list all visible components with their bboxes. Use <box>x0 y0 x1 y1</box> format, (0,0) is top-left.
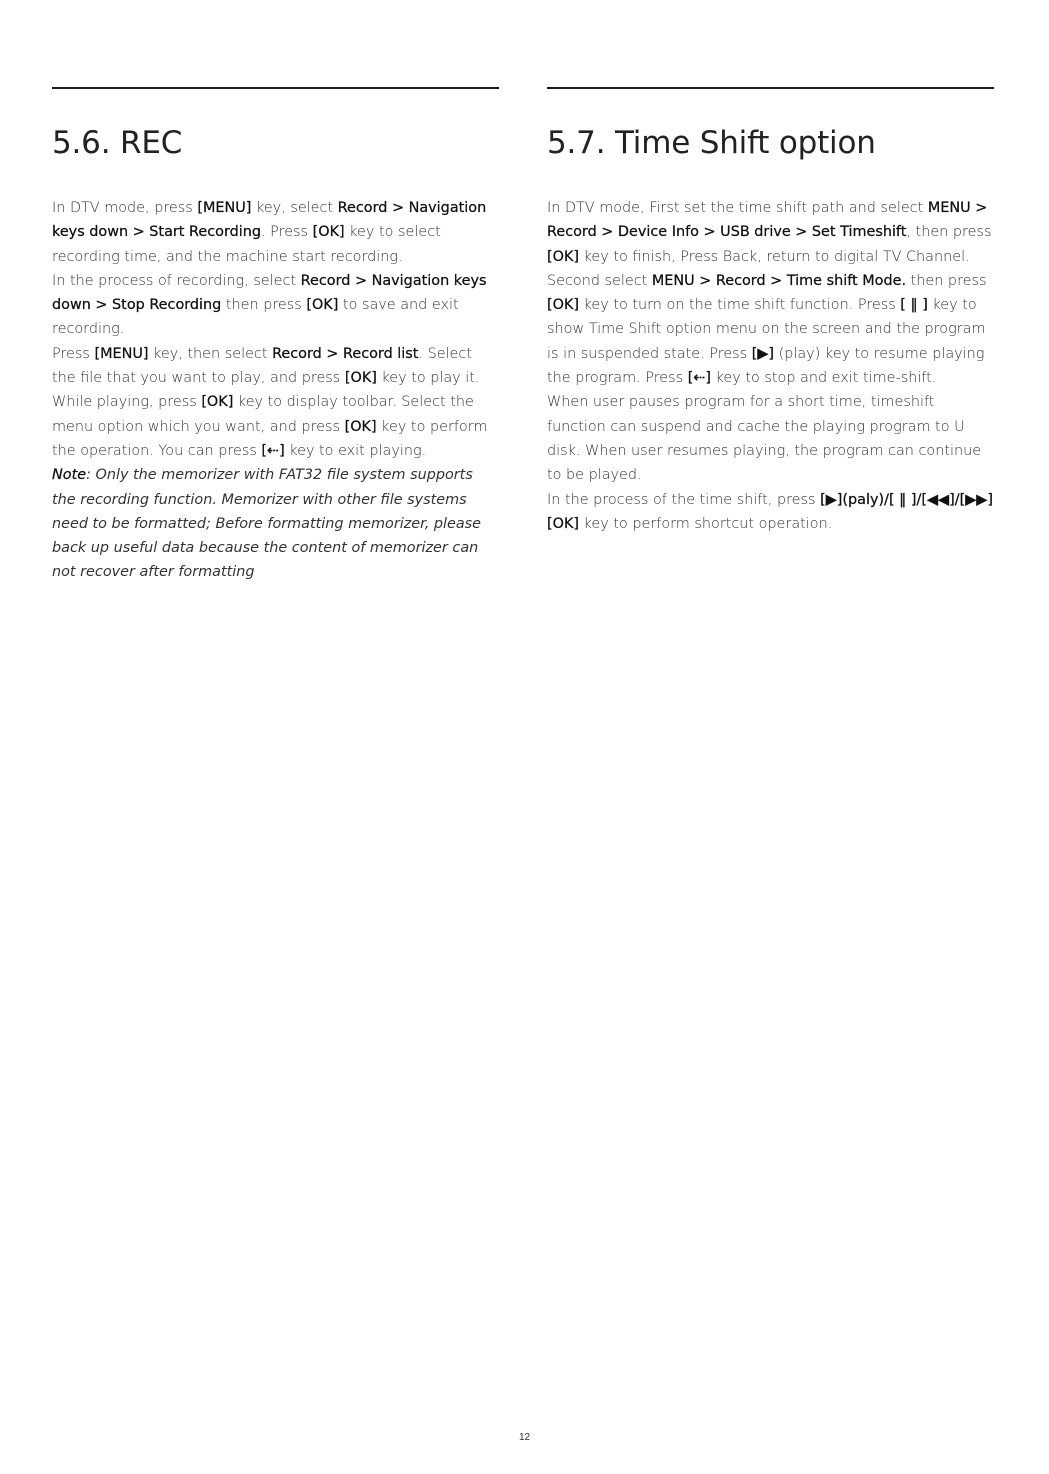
note-label: Note <box>52 467 87 484</box>
section-divider <box>547 87 994 89</box>
rec-paragraph-1: In DTV mode, press [MENU] key, select Record > Navigation keys down > Start Recording. Press [OK] key to select recording time, and the machine start recording. <box>52 200 487 265</box>
shortcut-keys-label: [▶](paly)/[ ‖ ]/[◀◀]/[▶▶] [OK] <box>547 491 993 532</box>
section-rec <box>52 87 499 585</box>
play-key-label: [▶] <box>751 345 775 362</box>
section-divider <box>52 87 499 89</box>
rec-paragraph-2: In the process of recording, select Record > Navigation keys down > Stop Recording then press [OK] to save and exit recording. <box>52 272 487 338</box>
back-key-label: [⇠] <box>687 370 712 387</box>
rec-note: Note: Only the memorizer with FAT32 file system supports the recording function. Memorizer with other file systems need to be formatted; Before formatting memorizer, please back up useful data because the content of memorizer can not recover after formatting <box>52 467 482 581</box>
section-title-rec: 5.6. REC <box>52 125 183 161</box>
section-body-rec <box>52 196 499 585</box>
timeshift-paragraph-2: When user pauses program for a short time, timeshift function can suspend and cache the playing program to U disk. When user resumes playing, the program can continue to be played. <box>547 394 982 484</box>
rec-paragraph-3: Press [MENU] key, then select Record > Record list. Select the file that you want to play, and press [OK] key to play it. While playing, press [OK] key to display toolbar. Select the menu option which you want, and press [OK] key to perform the operation. You can press [⇠] key to exit playing. <box>52 345 488 459</box>
section-body-timeshift <box>547 196 994 536</box>
pause-key-label: [ ‖ ] <box>900 297 928 314</box>
page-number: 12 <box>518 1432 531 1443</box>
timeshift-paragraph-3: In the process of the time shift, press [▶](paly)/[ ‖ ]/[◀◀]/[▶▶] [OK] key to perform shortcut operation. <box>547 491 993 532</box>
back-key-label: [⇠] <box>261 442 285 459</box>
section-title-timeshift: 5.7. Time Shift option <box>547 125 876 161</box>
section-timeshift <box>547 87 994 536</box>
timeshift-paragraph-1: In DTV mode, First set the time shift path and select MENU > Record > Device Info > USB drive > Set Timeshift, then press [OK] key to finish, Press Back, return to digital TV Channel. Second select MENU > Record > Time shift Mode. then press [OK] key to turn on the time shift function. Press [ ‖ ] key to show Time Shift option menu on the screen and the program is in suspended state. Press [▶] (play) key to resume playing the program. Press [⇠] key to stop and exit time-shift. <box>547 200 992 387</box>
